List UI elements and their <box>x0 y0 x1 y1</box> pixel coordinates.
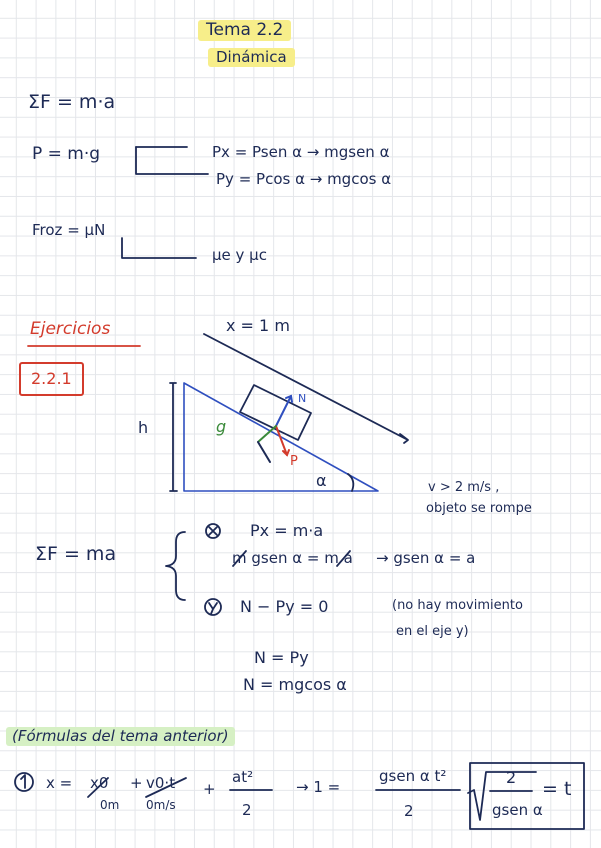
plus-2: + <box>203 780 216 798</box>
eq-start: x = <box>46 774 73 792</box>
x-eq-2-result: → gsen α = a <box>376 549 476 567</box>
g-term: gsen α t² <box>379 767 447 785</box>
friction-formula: Froz = μN <box>32 221 106 239</box>
page-subtitle: Dinámica <box>208 48 295 67</box>
gravity-label: g <box>216 417 227 436</box>
py-formula: Py = Pcos α → mgcos α <box>216 170 392 188</box>
strike-m-2 <box>337 551 350 566</box>
x-eq-2-struck: m gsen α = m a <box>232 549 353 567</box>
break-note-2: objeto se rompe <box>426 501 532 516</box>
px-formula: Px = Psen α → mgsen α <box>212 143 390 161</box>
weight-label: P <box>290 454 298 469</box>
n-eq-2: N = mgcos α <box>243 675 347 694</box>
sum-brace <box>166 532 185 600</box>
strike-v0t <box>146 774 186 797</box>
length-line <box>204 334 406 439</box>
arrow-one: → 1 = <box>296 778 341 796</box>
result-t: = t <box>542 778 572 800</box>
x-eq-1: Px = m·a <box>250 521 324 540</box>
angle-label: α <box>316 471 327 490</box>
sum-forces: ΣF = ma <box>35 543 117 565</box>
x0-term: x0 <box>90 774 109 792</box>
newton-law: ΣF = m·a <box>28 91 116 113</box>
v0-value: 0m/s <box>146 798 176 812</box>
normal-label: N <box>298 392 307 405</box>
decomposition-bracket <box>136 147 208 174</box>
exercises-label: Ejercicios <box>30 319 111 339</box>
friction-bracket <box>122 238 196 258</box>
v0t-term: v0·t <box>146 774 176 792</box>
height-bracket <box>170 383 177 491</box>
break-note-1: v > 2 m/s , <box>428 480 500 495</box>
block <box>240 385 311 440</box>
strike-x0 <box>88 774 109 797</box>
friction-coefficients: μe y μc <box>212 246 267 264</box>
exercise-number: 2.2.1 <box>19 362 84 396</box>
weight-force-arrow <box>276 426 287 455</box>
page-title: Tema 2.2 <box>198 20 291 41</box>
previous-heading: (Fórmulas del tema anterior) <box>6 727 235 746</box>
height-label: h <box>138 418 149 437</box>
length-label: x = 1 m <box>226 316 290 335</box>
plus-1: + <box>130 774 143 792</box>
y-note-2: en el eje y) <box>396 624 469 639</box>
y-eq: N − Py = 0 <box>240 597 329 616</box>
at2-denominator: 2 <box>242 801 252 819</box>
result-numerator: 2 <box>506 768 517 787</box>
g-denominator: 2 <box>404 802 414 820</box>
strike-m-1 <box>233 551 246 566</box>
y-axis-circle <box>205 599 221 615</box>
normal-force-arrow <box>276 396 291 426</box>
x0-value: 0m <box>100 798 120 812</box>
result-denominator: gsen α <box>492 801 543 819</box>
n-eq-1: N = Py <box>254 648 309 667</box>
at2-term: at² <box>232 768 254 786</box>
py-component-arrow <box>258 442 270 462</box>
y-note-1: (no hay movimiento <box>392 598 523 613</box>
sqrt-sign <box>468 768 536 820</box>
weight-formula: P = m·g <box>32 144 101 164</box>
